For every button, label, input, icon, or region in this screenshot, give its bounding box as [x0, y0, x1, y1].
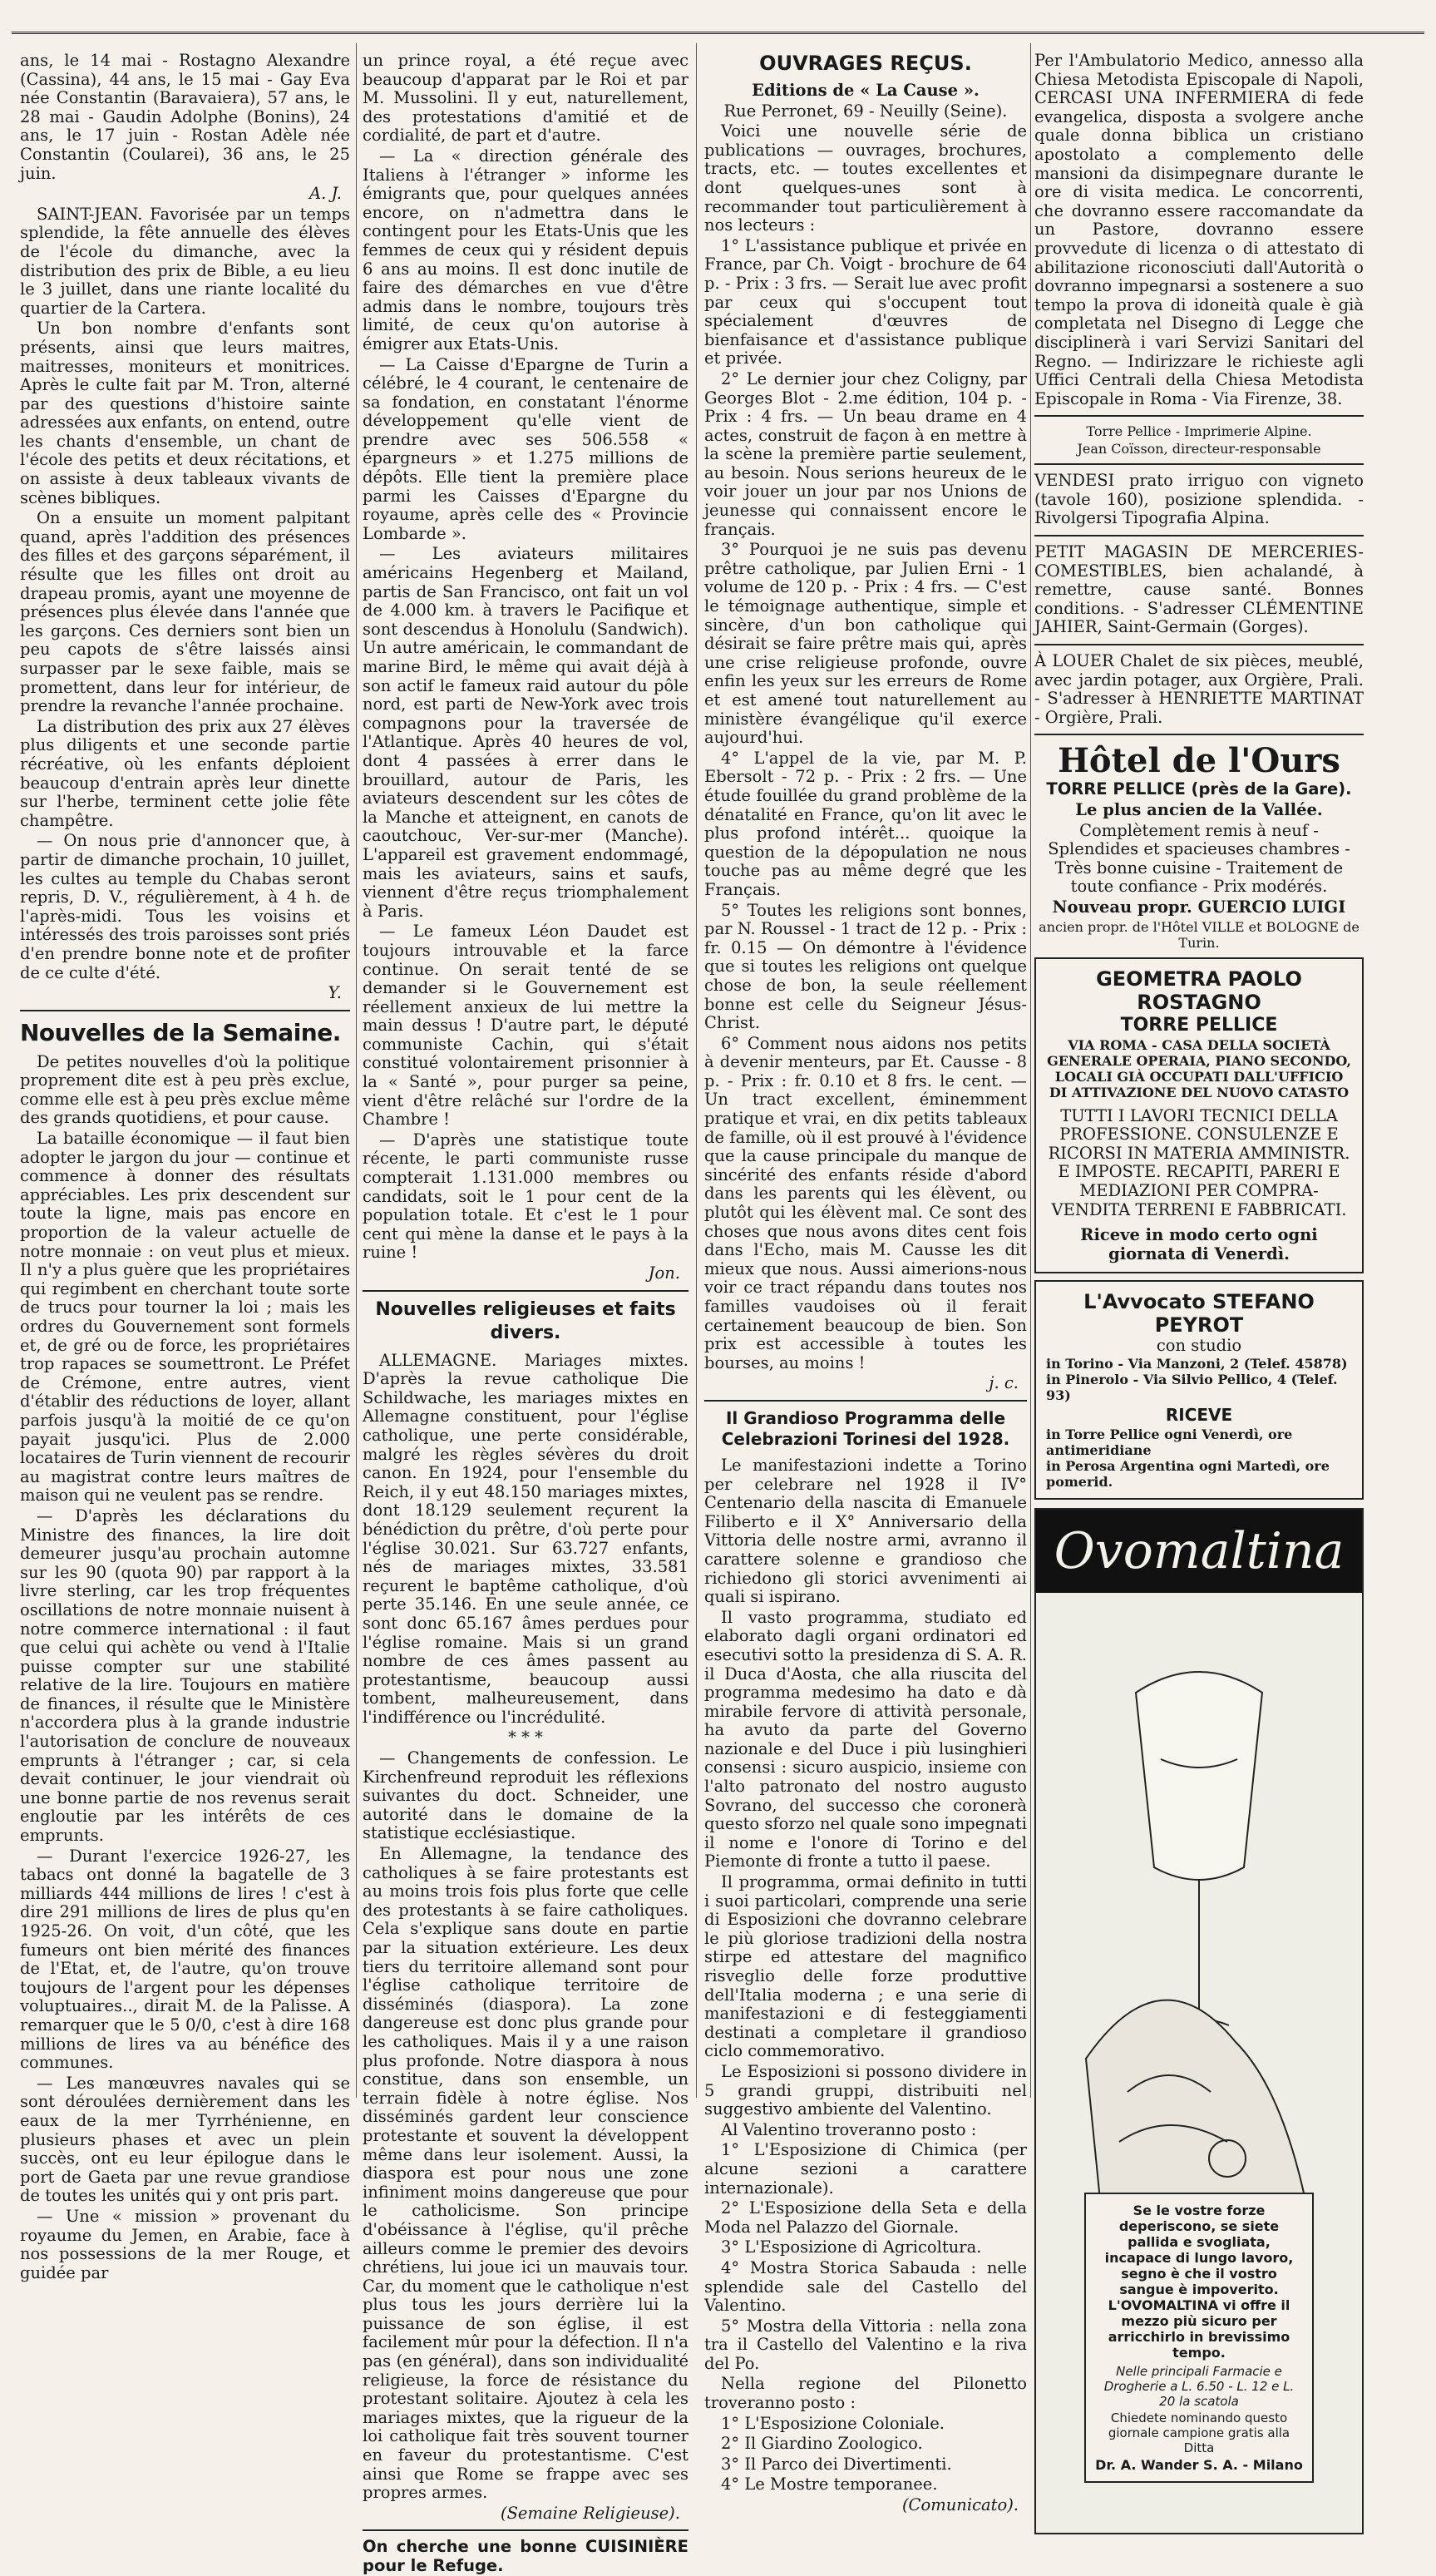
list-item: 5° Mostra della Vittoria : nella zona tra il Castello del Valentino e la riva del Po.: [704, 2316, 1027, 2373]
publisher-address: Rue Perronet, 69 - Neuilly (Seine).: [723, 101, 1008, 121]
publisher-name: Editions de « La Cause ».: [752, 81, 980, 100]
column-divider: [356, 43, 357, 2098]
hotel-subtitle: Le plus ancien de la Vallée.: [1075, 800, 1323, 819]
paragraph: 3° Pourquoi je ne suis pas devenu prêtre catholique, par Julien Erni - 1 volume de 120 p. - Prix : 4 frs. — C'est le témoignage authentique, simple et sincère, d'un bon catholique qui désirait se faire prêtre mais qui, après une crise religieuse profonde, ouvre enfin les yeux sur les erreurs de Rome et est amené tout naturellement au ministère évangélique qu'il exerce aujourd'hui.: [704, 540, 1027, 748]
paragraph: La distribution des prix aux 27 élèves plus diligents et une seconde partie récréative, où les enfants déploient beaucoup d'entrain après leur dinette sur l'herbe, terminent cette jolie fête champêtre.: [20, 716, 350, 830]
top-rule: [12, 32, 1424, 34]
ovomaltina-slogan: Se le vostre forze deperiscono, se siete pallida e svogliata, incapace di lungo lavoro, segno è che il vostro sangue è impoverito. L'OVOMALTINA vi offre il mezzo più sicuro per arricchirlo in brevissimo tempo.: [1104, 2202, 1294, 2361]
paragraph: Le Esposizioni si possono dividere in 5 grandi gruppi, distribuiti nel suggestivo ambiente del Valentino.: [704, 2061, 1027, 2119]
paragraph: SAINT-JEAN. Favorisée par un temps splendide, la fête annuelle des élèves de l'école du dimanche, avec la distribution des prix de Bible, a eu lieu le 3 juillet, dans une riante localité du quartier de la Cartera.: [20, 204, 350, 318]
paragraph: — D'après une statistique toute récente, le parti communiste russe compterait 1.131.000 membres ou candidats, soit le 1 pour cent de la population totale. Et c'est le 1 pour cent qui mène la danse et le pays à la ruine !: [363, 1130, 688, 1263]
section-heading: Il Grandioso Programma delle Celebrazioni Torinesi del 1928.: [721, 1407, 1010, 1449]
hotel-description: Complètement remis à neuf - Splendides et spacieuses chambres - Très bonne cuisine - Traitement de toute confiance - Prix modérés.: [1048, 820, 1350, 897]
paragraph: un prince royal, a été reçue avec beaucoup d'apparat par le Roi et par M. Mussolini. Il y eut, naturellement, des protestations d'amitié et de cordialité, de part et d'autre.: [363, 51, 688, 146]
list-item: 4° Mostra Storica Sabauda : nelle splendide sale del Castello del Valentino.: [704, 2257, 1027, 2316]
list-item: 4° Le Mostre temporanee.: [721, 2475, 938, 2494]
paragraph: 4° L'appel de la vie, par M. P. Ebersolt - 72 p. - Prix : 2 frs. — Une étude fouillée du grand problème de la dénatalité en France, qu'on lit avec le plus profond intérêt... quoique la question de la dépopulation ne nous touche pas au même degré que les Français.: [704, 748, 1027, 899]
list-item: 2° L'Esposizione della Seta e della Moda nel Palazzo del Giornale.: [704, 2198, 1027, 2237]
classified-ad: À LOUER Chalet de six pièces, meublé, avec jardin potager, aux Orgière, Prali. - S'adresser à HENRIETTE MARTINAT - Orgière, Prali.: [1034, 651, 1364, 727]
paragraph: De petites nouvelles d'où la politique proprement dite est à peu près exclue, comme elle est à peu près exclue même des grands quotidiens, et pour cause.: [20, 1051, 350, 1128]
lawyer-office: in Pinerolo - Via Silvio Pellico, 4 (Telef. 93): [1046, 1371, 1338, 1403]
column-2: [363, 51, 688, 2575]
classified-ad: VENDESI prato irriguo con vigneto (tavole 160), posizione splendida. - Rivolgersi Tipografia Alpina.: [1034, 471, 1364, 528]
section-heading: OUVRAGES REÇUS.: [759, 52, 972, 75]
imprint: Torre Pellice - Imprimerie Alpine.: [1086, 423, 1312, 440]
paragraph: Le manifestazioni indette a Torino per celebrare nel 1928 il IV° Centenario della nascita di Emanuele Filiberto e il X° Anniversario della Vittoria delle nostre armi, avranno il carattere solenne e grandioso che richiedono gli storici avvenimenti ai quali si ispirano.: [704, 1455, 1027, 1607]
ovomaltina-firm: Dr. A. Wander S. A. - Milano: [1095, 2456, 1303, 2473]
paragraph: — La Caisse d'Epargne de Turin a célébré, le 4 courant, le centenaire de sa fondation, en constatant l'énorme développement qu'elle vient de prendre avec ses 506.558 « épargneurs » et 1.275 millions de dépôts. Elle tient la première place parmi les Caisses d'Epargne du royaume, après celle des « Provincie Lombarde ».: [363, 354, 688, 543]
ovomaltina-sample-note: Chiedete nominando questo giornale campione gratis alla Ditta: [1108, 2410, 1290, 2455]
section-rule: [363, 2529, 688, 2531]
paragraph: 2° Le dernier jour chez Coligny, par Georges Blot - 2.me édition, 104 p. - Prix : 4 frs. — Un beau drame en 4 actes, construit de façon à en mettre à la scène la première partie seulement, au besoin. Nous serions heureux de le voir jouer un jour par nos Unions de jeunesse qui connaissent encore le français.: [704, 368, 1027, 539]
ovomaltina-ad: [1034, 1508, 1364, 2534]
paragraph: On a ensuite un moment palpitant quand, après l'addition des présences des filles et des garçons séparément, il résulte que les filles ont droit au drapeau promis, ayant une moyenne de présences plus élevée dans l'année que les garçons. Ces derniers sont bien un peu capots de s'être laissés ainsi surpasser par le sexe faible, mais se promettent, dans leur for intérieur, de prendre la revanche l'année prochaine.: [20, 508, 350, 716]
surveyor-hours: Riceve in modo certo ogni giornata di Venerdì.: [1080, 1225, 1318, 1263]
hotel-owner-note: ancien propr. de l'Hôtel VILLE et BOLOGNE de Turin.: [1039, 918, 1360, 951]
paragraph: — D'après les déclarations du Ministre des finances, la lire doit demeurer jusqu'au prochain automne sur les 90 (quota 90) par rapport à la livre sterling, car les trop fréquentes oscillations de notre monnaie nuisent à notre commerce international : il faut que celui qui achète ou vend à l'Italie puisse compter sur une stabilité relative de la lire. Toujours en matière de finances, il résulte que le Ministère n'accordera plus à la grande industrie l'autorisation de conclure de nouveaux emprunts à l'étranger ; car, si cela devait continuer, le jour viendrait où une bonne partie de nos revenus serait engloutie par les intérêts de ces emprunts.: [20, 1506, 350, 1846]
surveyor-name: GEOMETRA PAOLO ROSTAGNO: [1096, 967, 1302, 1014]
surveyor-services: TUTTI I LAVORI TECNICI DELLA PROFESSIONE. CONSULENZE E RICORSI IN MATERIA AMMINISTR. E IMPOSTE. RECAPITI, PARERI E MEDIAZIONI PER COMPRA-VENDITA TERRENI E FABBRICATI.: [1048, 1105, 1350, 1219]
classified-ad: Per l'Ambulatorio Medico, annesso alla Chiesa Metodista Episcopale di Napoli, CERCASI UNA INFERMIERA di fede evangelica, disposta a svolgere anche quale donna biblica un cristiano apostolato a complemento delle mansioni da disimpegnare durante le ore di visita medica. Le concorrenti, che dovranno essere raccomandate da un Pastore, dovranno essere provvedute di licenza o di attestato di abilitazione riconosciuti dall'Autorità o dovranno impegnarsi a sostenere a suo tempo la prova di idoneità quale è già completata nel Disegno di Legge che disciplinerà i vari Servizi Sanitari del Regno. — Indirizzare le richieste agli Uffici Centrali della Chiesa Metodista Episcopale in Roma - Via Firenze, 38.: [1034, 51, 1364, 408]
paragraph: — Les aviateurs militaires américains Hegenberg et Mailand, partis de San Francisco, ont fait un vol de 4.000 km. à travers le Pacifique et sont descendus à Honolulu (Sandwich). Un autre américain, le commandant de marine Bird, le même qui avait déjà à son actif le fameux raid autour du pôle nord, est parti de New-York avec trois compagnons pour la traversée de l'Atlantique. Après 40 heures de vol, dont 4 passées à errer dans le brouillard, autour de Paris, les aviateurs descendent sur les côtes de la Manche et atteignent, en canots de caoutchouc, Ver-sur-mer (Manche). L'appareil est gravement endommagé, mais les aviateurs, sains et saufs, viennent d'être reçus triomphalement à Paris.: [363, 544, 688, 921]
paragraph: 1° L'assistance publique et privée en France, par Ch. Voigt - brochure de 64 p. - Prix : 3 frs. — Serait lue avec profit par ceux qui s'occupent tout spécialement d'œuvres de bienfaisance et d'assistance publique et privée.: [704, 235, 1027, 368]
paragraph: En Allemagne, la tendance des catholiques à se faire protestants est au moins trois fois plus forte que celle des protestants à se faire catholiques. Cela s'explique sans doute en partie par la situation extérieure. Les deux tiers du territoire allemand sont pour l'église catholique territoire de disséminés (diaspora). La zone dangereuse est donc plus grande pour les catholiques. Mais il y a une raison plus profonde. Notre diaspora à nous constitue, dans son ensemble, un terrain fidèle à notre église. Nos disséminés gardent leur conscience protestante et souvent la développent même dans leur isolement. Aussi, la diaspora est pour nous une zone infiniment moins dangereuse que pour le catholicisme. Son principe d'obéissance à l'église, qu'il prêche ailleurs comme le premier des devoirs chrétiens, lui joue ici un mauvais tour. Car, du moment que le catholique n'est plus tous les jours derrière lui la puissance de son église, il est facilement mûr pour la défection. Il n'a pas (en général), dans son individualité religieuse, la force de résistance du protestant solitaire. Ajoutez à cela les mariages mixtes, que la rigueur de la loi catholique fait très souvent tourner en faveur du protestantisme. C'est ainsi que Rome se frappe avec ses propres armes.: [363, 1844, 688, 2503]
hotel-title: Hôtel de l'Ours: [1058, 741, 1340, 781]
paragraph: 5° Toutes les religions sont bonnes, par N. Roussel - 1 tract de 12 p. - Prix : fr. 0.15 — On démontre à l'évidence que si toutes les religions ont quelque chose de bon, la seule réellement bonne est celle du Seigneur Jésus-Christ.: [704, 900, 1027, 1033]
section-rule: [1034, 535, 1364, 536]
signature: j. c.: [989, 1373, 1019, 1393]
paragraph: — On nous prie d'annoncer que, à partir de dimanche prochain, 10 juillet, les cultes au temple du Chabas seront repris, D. V., régulièrement, à 4 h. de l'après-midi. Tous les voisins et intéressés des trois paroisses sont priés d'en prendre bonne note et de profiter de ce culte d'été.: [20, 831, 350, 982]
section-rule: [704, 1400, 1027, 1402]
section-heading: Nouvelles de la Semaine.: [20, 1018, 341, 1046]
lawyer-subtitle: con studio: [1156, 1336, 1242, 1356]
paragraph: — Le fameux Léon Daudet est toujours introuvable et la farce continue. On serait tenté de se demander si le Gouvernement est réellement anxieux de lui mettre la main dessus ! D'autre part, le député communiste Cachin, qui s'était constitué volontairement prisonnier à la « Santé », pour purger sa peine, vient d'être relâché sur l'ordre de la Chambre !: [363, 922, 688, 1130]
classified-ad: PETIT MAGASIN DE MERCERIES-COMESTIBLES, bien achalandé, à remettre, cause santé. Bonnes conditions. - S'adresser CLÉMENTINE JAHIER, Saint-Germain (Gorges).: [1034, 542, 1364, 637]
list-item: 1° L'Esposizione di Chimica (per alcune sezioni a carattere internazionale).: [704, 2140, 1027, 2198]
lawyer-office: in Torino - Via Manzoni, 2 (Telef. 45878): [1046, 1355, 1348, 1372]
section-rule: [363, 1290, 688, 1292]
imprint: Jean Coïsson, directeur-responsable: [1077, 441, 1321, 457]
column-divider: [696, 43, 697, 2098]
list-item: 3° L'Esposizione di Agricoltura.: [721, 2237, 982, 2257]
paragraph: — Changements de confession. Le Kirchenfreund reproduit les réflexions suivantes du doct. Schneider, une autorité dans le domaine de la statistique ecclésiastique.: [363, 1748, 688, 1843]
section-heading: Nouvelles religieuses et faits divers.: [375, 1298, 676, 1343]
paragraph: — Durant l'exercice 1926-27, les tabacs ont donné la bagatelle de 3 milliards 444 millions de lires ! c'est à dire 291 millions de lires de plus qu'en 1925-26. On voit, d'un côté, que les fumeurs ont bien mérité des finances de l'Etat, et, de l'autre, qu'on trouve toujours de l'argent pour les dépenses voluptuaires.., dirait M. de la Palisse. A remarquer que le 5 0/0, c'est à dire 168 millions de lires va au bénéfice des communes.: [20, 1846, 350, 2073]
list-item: 1° L'Esposizione Coloniale.: [721, 2413, 945, 2433]
hotel-ad: [1034, 742, 1364, 950]
paragraph: Al Valentino troveranno posto :: [721, 2119, 977, 2139]
paragraph: Un bon nombre d'enfants sont présents, ainsi que leurs maitres, maitresses, moniteurs et monitrices. Après le culte fait par M. Tron, alterné par des questions d'histoire sainte adressées aux enfants, on entend, outre les chants d'ensemble, un chant de l'école des petits et deux récitations, et on assiste à deux tableaux vivants de scènes bibliques.: [20, 319, 350, 507]
ovomaltina-copy: [1084, 2193, 1314, 2483]
surveyor-location: TORRE PELLICE: [1120, 1014, 1278, 1036]
paragraph: Il programma, ormai definito in tutti i suoi particolari, comprende una serie di Esposizioni che dovranno celebrare le più gloriose tradizioni della nostra stirpe ed attestare del magnifico risveglio delle forze produttive dell'Italia moderna ; e una serie di manifestazioni e di festeggiamenti destinati a completare il grandioso ciclo commemorativo.: [704, 1872, 1027, 2061]
paragraph: ans, le 14 mai - Rostagno Alexandre (Cassina), 44 ans, le 15 mai - Gay Eva née Constantin (Baravaiera), 57 ans, le 28 mai - Gaudin Adolphe (Bonins), 24 ans, le 17 juin - Rostan Adèle née Constantin (Coularei), 36 ans, le 25 juin.: [20, 51, 350, 183]
paragraph: — Une « mission » provenant du royaume du Jemen, en Arabie, face à nos possessions de la mer Rouge, et guidée par: [20, 2206, 350, 2282]
lawyer-hours: in Perosa Argentina ogni Martedì, ore pomerid.: [1046, 1457, 1330, 1490]
lawyer-receives: RICEVE: [1165, 1404, 1233, 1425]
ovomaltina-logo: Ovomaltina: [1036, 1510, 1362, 1593]
separator-stars: * * *: [508, 1728, 543, 1748]
signature: Y.: [328, 983, 342, 1003]
paragraph: La bataille économique — il faut bien adopter le jargon du jour — continue et commence à donner des résultats appréciables. Les prix descendent sur toute la ligne, mais pas encore en proportion de la valeur actuelle de notre monnaie : on veut plus et mieux. Il n'y a plus guère que les propriétaires qui regimbent en cherchant toute sorte de trucs pour tourner la loi ; mais les ordres du Gouvernement sont formels et, de gré ou de force, les propriétaires trop rapaces se soumettront. Le Préfet de Crémone, entre autres, vient d'établir des réductions de loyer, allant parfois jusqu'à la moitié de ce qu'on payait jusqu'ici. Plus de 2.000 locataires de Turin viennent de recourir au magistrat contre leurs maîtres de maison qui ne veulent pas se rendre.: [20, 1129, 350, 1506]
column-1: [20, 51, 350, 2282]
hotel-location: TORRE PELLICE (près de la Gare).: [1046, 779, 1352, 799]
surveyor-address: VIA ROMA - CASA DELLA SOCIETÀ GENERALE OPERAIA, PIANO SECONDO, LOCALI GIÀ OCCUPATI DALL'UFFICIO DI ATTIVAZIONE DEL NUOVO CATASTO: [1047, 1036, 1351, 1100]
section-rule: [20, 1010, 350, 1011]
lawyer-name: L'Avvocato STEFANO PEYROT: [1083, 1290, 1315, 1337]
surveyor-ad: [1034, 957, 1364, 1274]
paragraph: Il vasto programma, studiato ed elaborato dagli organi ordinatori ed esecutivi sotto la presidenza di S. A. R. il Duca d'Aosta, che alla riuscita del programma medesimo ha dato e dà mirabile fervore di attività personale, ha avuto da parte del Governo nazionale e del Duce i più lusinghieri consensi : sicuro auspicio, insieme con l'alto patronato del nostro augusto Sovrano, del successo che coronerà questo sforzo nel quale sono impegnati il nome e l'onore di Torino e del Piemonte di fronte a tutto il paese.: [704, 1607, 1027, 1871]
signature: Jon.: [648, 1263, 680, 1283]
classified-ad: On cherche une bonne CUISINIÈRE pour le Refuge.: [363, 2537, 688, 2575]
list-item: 2° Il Giardino Zoologico.: [721, 2434, 923, 2454]
section-rule: [1034, 644, 1364, 645]
source-note: (Comunicato).: [901, 2495, 1019, 2515]
column-3: [704, 52, 1027, 2515]
hotel-owner: Nouveau propr. GUERCIO LUIGI: [1052, 897, 1346, 917]
source-note: (Semaine Religieuse).: [500, 2503, 680, 2523]
section-rule: [1034, 463, 1364, 465]
paragraph: 6° Comment nous aidons nos petits à devenir menteurs, par Et. Causse - 8 p. - Prix : fr. 0.10 et 8 frs. le cent. — Un tract excellent, éminemment pratique et vrai, en dix petits tableaux de famille, où il est prouvé à l'évidence que la cause principale du manque de sincérité des enfants réside d'abord dans les parents qui les élèvent, ou plutôt qui les élèvent mal. Ce sont des choses que nous avons dites cent fois dans l'Echo, mais M. Causse les dit mieux que nous. Aussi aimerions-nous voir ce tract répandu dans toutes nos familles vaudoises où il ferait certainement beaucoup de bien. Son prix est accessible à toutes les bourses, au moins !: [704, 1033, 1027, 1372]
column-4: [1034, 51, 1364, 2473]
lawyer-ad: [1034, 1280, 1364, 1500]
column-divider: [1030, 43, 1031, 2098]
signature: A. J.: [309, 184, 342, 204]
section-rule: [1034, 734, 1364, 735]
ovomaltina-price: Nelle principali Farmacie e Drogherie a L. 6.50 - L. 12 e L. 20 la scatola: [1103, 2363, 1295, 2409]
paragraph: Nella regione del Pilonetto troveranno posto :: [704, 2374, 1027, 2413]
list-item: 3° Il Parco dei Divertimenti.: [721, 2454, 952, 2474]
paragraph: — La « direction générale des Italiens à l'étranger » informe les émigrants que, pour quelques années encore, on n'admettra dans le contingent pour les Etats-Unis que les femmes de ceux qui y résident depuis 6 ans au moins. Il est donc inutile de faire des démarches en vue d'être admis dans le nombre, toujours très limité, de ceux qu'on autorise à émigrer aux Etats-Unis.: [363, 146, 688, 354]
lawyer-hours: in Torre Pellice ogni Venerdì, ore antimeridiane: [1046, 1426, 1293, 1458]
paragraph: Voici une nouvelle série de publications — ouvrages, brochures, tracts, etc. — toutes excellentes et dont quelques-unes sont à recommander tout particulièrement à nos lecteurs :: [704, 121, 1027, 235]
paragraph: — Les manœuvres navales qui se sont déroulées dernièrement dans les eaux de la mer Tyrrhénienne, en plusieurs phases et avec un plein succès, ont eu leur épilogue dans le port de Gaeta par une revue grandiose de toutes les unités qui y ont pris part.: [20, 2073, 350, 2206]
section-rule: [1034, 415, 1364, 417]
paragraph: ALLEMAGNE. Mariages mixtes. D'après la revue catholique Die Schildwache, les mariages mixtes en Allemagne constituent, pour l'église catholique, une perte considérable, malgré les règles sévères du droit canon. En 1924, pour l'ensemble du Reich, il y eut 48.150 mariages mixtes, dont 18.129 seulement reçurent la bénédiction du prêtre, d'où perte pour l'église 30.021. Sur 63.727 enfants, nés de mariages mixtes, 33.581 reçurent le baptême catholique, d'où perte 35.146. En une seule année, ce sont donc 65.167 âmes perdues pour l'église romaine. Mais si un grand nombre de ces âmes passent au protestantisme, beaucoup aussi tombent, malheureusement, dans l'indifférence ou l'incrédulité.: [363, 1350, 688, 1727]
